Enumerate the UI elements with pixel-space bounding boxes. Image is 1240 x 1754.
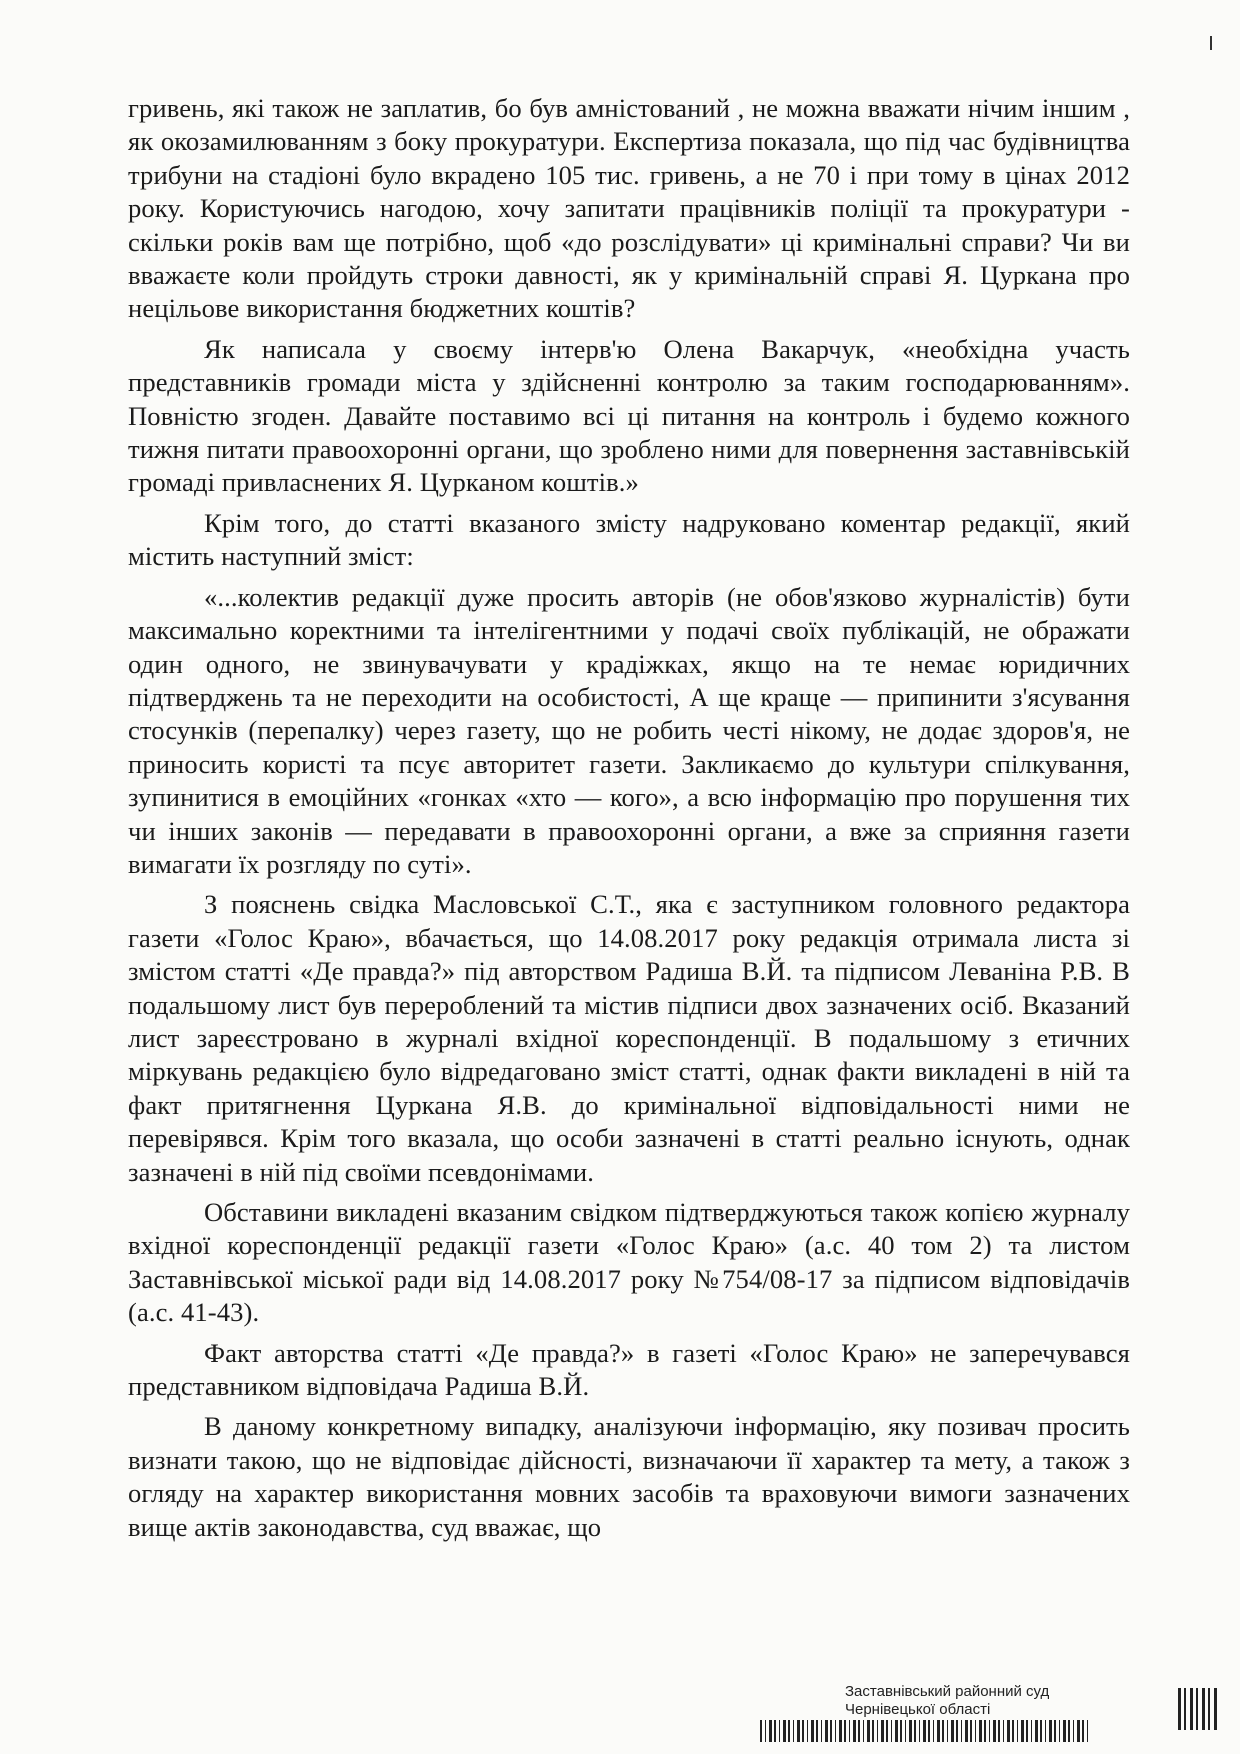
paragraph-6: Обставини викладені вказаним свідком підтверджуються також копією журналу вхідної кореспонденції редакції газети «Голос Краю» (а.с. 40 том 2) та листом Заставнівської міської ради від 14.08.2017 року №754/08-17 за підписом відповідачів (а.с. 41-43). bbox=[128, 1197, 1130, 1328]
paragraph-5: З пояснень свідка Масловської С.Т., яка є заступником головного редактора газети «Голос Краю», вбачається, що 14.08.2017 року редакція отримала листа зі змістом статті «Де правда?» під авторством Радиша В.Й. та підписом Леваніна Р.В. В подальшому лист був перероблений та містив підписи двох зазначених осіб. Вказаний лист зареєстровано в журналі вхідної кореспонденції. В подальшому з етичних міркувань редакцією було відредаговано зміст статті, однак факти викладені в ній та факт притягнення Цуркана Я.В. до кримінальної відповідальності ними не перевірявся. Крім того вказала, що особи зазначені в статті реально існують, однак зазначені в ній під своїми псевдонімами. bbox=[128, 889, 1130, 1187]
paragraph-7: Факт авторства статті «Де правда?» в газеті «Голос Краю» не заперечувався представником відповідача Радиша В.Й. bbox=[128, 1337, 1130, 1402]
paragraph-2: Як написала у своєму інтерв'ю Олена Вакарчук, «необхідна участь представників громади міста у здійсненні контролю за таким господарюванням». Повністю згоден. Давайте поставимо всі ці питання на контроль і будемо кожного тижня питати правоохоронні органи, що зроблено ними для повернення заставнівській громаді привласнених Я. Цурканом коштів.» bbox=[128, 333, 1130, 498]
paragraph-8: В даному конкретному випадку, аналізуючи інформацію, яку позивач просить визнати такою, що не відповідає дійсності, визначаючи її характер та мету, а також з огляду на характер використання мовних засобів та враховуючи вимоги зазначених вище актів законодавства, суд вважає, що bbox=[128, 1411, 1130, 1542]
stamp-line-court: Заставнівський районний суд bbox=[845, 1683, 1050, 1700]
paragraph-4-quote: «...колектив редакції дуже просить авторів (не обов'язково журналістів) бути максимально коректними та інтелігентними у подачі своїх публікацій, не ображати один одного, не звинувачувати у крадіжках, якщо на те немає юридичних підтверджень та не переходити на особистості, А ще краще — припинити з'ясування стосунків (перепалку) через газету, що не робить честі нікому, не додає здоров'я, не приносить користі та псує авторитет газети. Закликаємо до культури спілкування, зупинитися в емоційних «гонках «хто — кого», а всю інформацію про порушення тих чи інших законів — передавати в правоохоронні органи, а вже за сприяння газети вимагати їх розгляду по суті». bbox=[128, 581, 1130, 879]
body-text bbox=[128, 92, 1130, 1551]
court-stamp bbox=[845, 1683, 1115, 1719]
paragraph-3: Крім того, до статті вказаного змісту надруковано коментар редакції, який містить наступний зміст: bbox=[128, 507, 1130, 572]
barcode-bottom bbox=[760, 1720, 1090, 1742]
scan-mark bbox=[1210, 36, 1212, 50]
stamp-line-region: Чернівецької області bbox=[845, 1701, 991, 1718]
barcode-side bbox=[1178, 1688, 1218, 1730]
paragraph-1: гривень, які також не заплатив, бо був амністований , не можна вважати нічим іншим , як окозамилюванням з боку прокуратури. Експертиза показала, що під час будівництва трибуни на стадіоні було вкрадено 105 тис. гривень, а не 70 і при тому в цінах 2012 року. Користуючись нагодою, хочу запитати працівників поліції та прокуратури - скільки років вам ще потрібно, щоб «до розслідувати» ці кримінальні справи? Чи ви вважаєте коли пройдуть строки давності, як у кримінальній справі Я. Цуркана про нецільове використання бюджетних коштів? bbox=[128, 93, 1130, 324]
